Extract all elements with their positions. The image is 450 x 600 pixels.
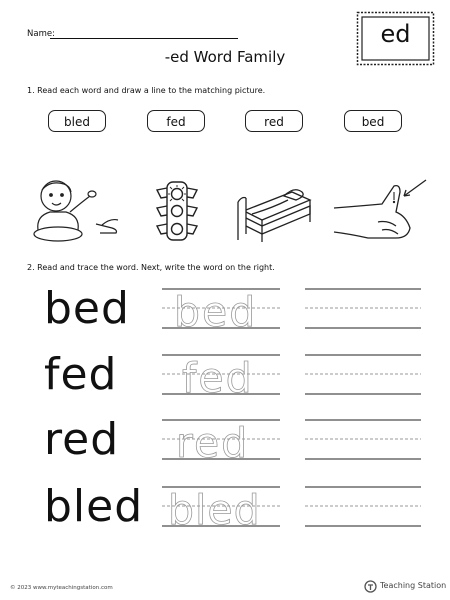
worksheet-title: -ed Word Family	[164, 48, 286, 66]
badge-text: ed	[380, 20, 411, 48]
write-lines	[305, 419, 421, 461]
row-word: bed	[44, 283, 130, 334]
word-box-bed: bed	[344, 110, 402, 132]
write-lines	[305, 486, 421, 528]
brand-name: Teaching Station	[380, 581, 447, 590]
copyright: © 2023 www.myteachingstation.com	[10, 585, 113, 591]
traffic-light-icon	[148, 178, 206, 244]
write-lines	[305, 354, 421, 396]
instruction-2: 2. Read and trace the word. Next, write the word on the right.	[27, 263, 275, 272]
write-lines	[305, 288, 421, 330]
row-word: red	[44, 414, 120, 465]
word-box-fed: fed	[147, 110, 205, 132]
row-word: fed	[44, 349, 118, 400]
bleeding-thumb-icon	[330, 178, 430, 244]
word-box-red: red	[245, 110, 303, 132]
name-label: Name:	[27, 29, 55, 39]
name-line	[50, 38, 238, 39]
bed-icon	[232, 178, 316, 244]
trace-word: red	[176, 419, 250, 467]
row-word: bled	[44, 481, 144, 532]
teaching-station-logo-icon	[364, 580, 377, 593]
instruction-1: 1. Read each word and draw a line to the matching picture.	[27, 86, 266, 95]
trace-word: bed	[174, 288, 258, 336]
trace-word: fed	[182, 354, 254, 402]
baby-eating-icon	[20, 178, 120, 244]
trace-word: bled	[168, 486, 261, 534]
word-box-bled: bled	[48, 110, 106, 132]
